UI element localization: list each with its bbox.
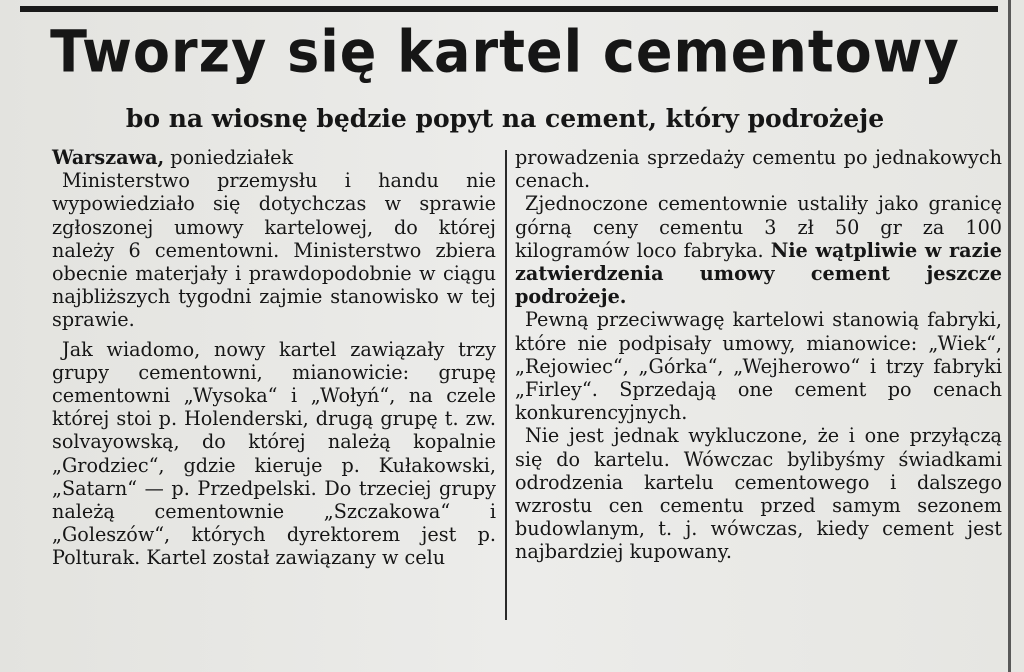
right-column <box>515 146 1002 564</box>
right-paragraph-1: prowadzenia sprzedaży cementu po jednakowych cenach. <box>515 146 1002 193</box>
right-paragraph-2-bold: Nie wątpliwie w razie zatwierdzenia umowy cement jeszcze podrożeje. <box>515 238 1002 309</box>
right-paragraph-2-text: Zjednoczone cementownie ustaliły jako granicę górną ceny cementu 3 zł 50 gr za 100 kilogramów loco fabryka. <box>515 192 1002 262</box>
dateline-place: Warszawa, <box>52 146 165 169</box>
right-paragraph-4: Nie jest jednak wykluczone, że i one przyłączą się do kartelu. Wówczac bylibyśmy świadkami odrodzenia kartelu cementowego i dalszego wzrostu cen cementu przed samym sezonem budowlanym, t. j. wówczas, kiedy cement jest najbardziej kupowany. <box>515 424 1002 564</box>
subheadline: bo na wiosnę będzie popyt na cement, który podrożeje <box>125 104 885 133</box>
right-paragraph-2 <box>515 192 1002 308</box>
left-column <box>52 146 496 570</box>
left-paragraph-2: Jak wiadomo, nowy kartel zawiązały trzy grupy cementowni, mianowicie: grupę cementowni „Wysoka“ i „Wołyń“, na czele której stoi p. Holenderski, drugą grupę t. zw. solvayowską, do której należą kopalnie „Grodziec“, gdzie kieruje p. Kułakowski, „Satarn“ — p. Przedpelski. Do trzeciej grupy należą cementownie „Szczakowa“ i „Goleszów“, których dyrektorem jest p. Polturak. Kartel został zawiązany w celu <box>52 337 496 570</box>
left-paragraph-1: Ministerstwo przemysłu i handu nie wypowiedziało się dotychczas w sprawie zgłoszonej umowy kartelowej, do której należy 6 cementowni. Ministerstwo zbiera obecnie materjały i prawdopodobnie w ciągu najbliższych tygodni zajmie stanowisko w tej sprawie. <box>52 169 496 332</box>
top-rule <box>20 6 998 12</box>
right-column-rule <box>1008 0 1011 672</box>
dateline <box>52 146 496 169</box>
headline: Tworzy się kartel cementowy <box>50 17 960 86</box>
right-paragraph-3: Pewną przeciwwagę kartelowi stanowią fabryki, które nie podpisały umowy, mianowice: „Wiek“, „Rejowiec“, „Górka“, „Wejherowo“ i trzy fabryki „Firley“. Sprzedają one cement po cenach konkurencyjnych. <box>515 308 1002 425</box>
dateline-day: poniedziałek <box>170 146 294 169</box>
column-divider <box>505 150 507 620</box>
